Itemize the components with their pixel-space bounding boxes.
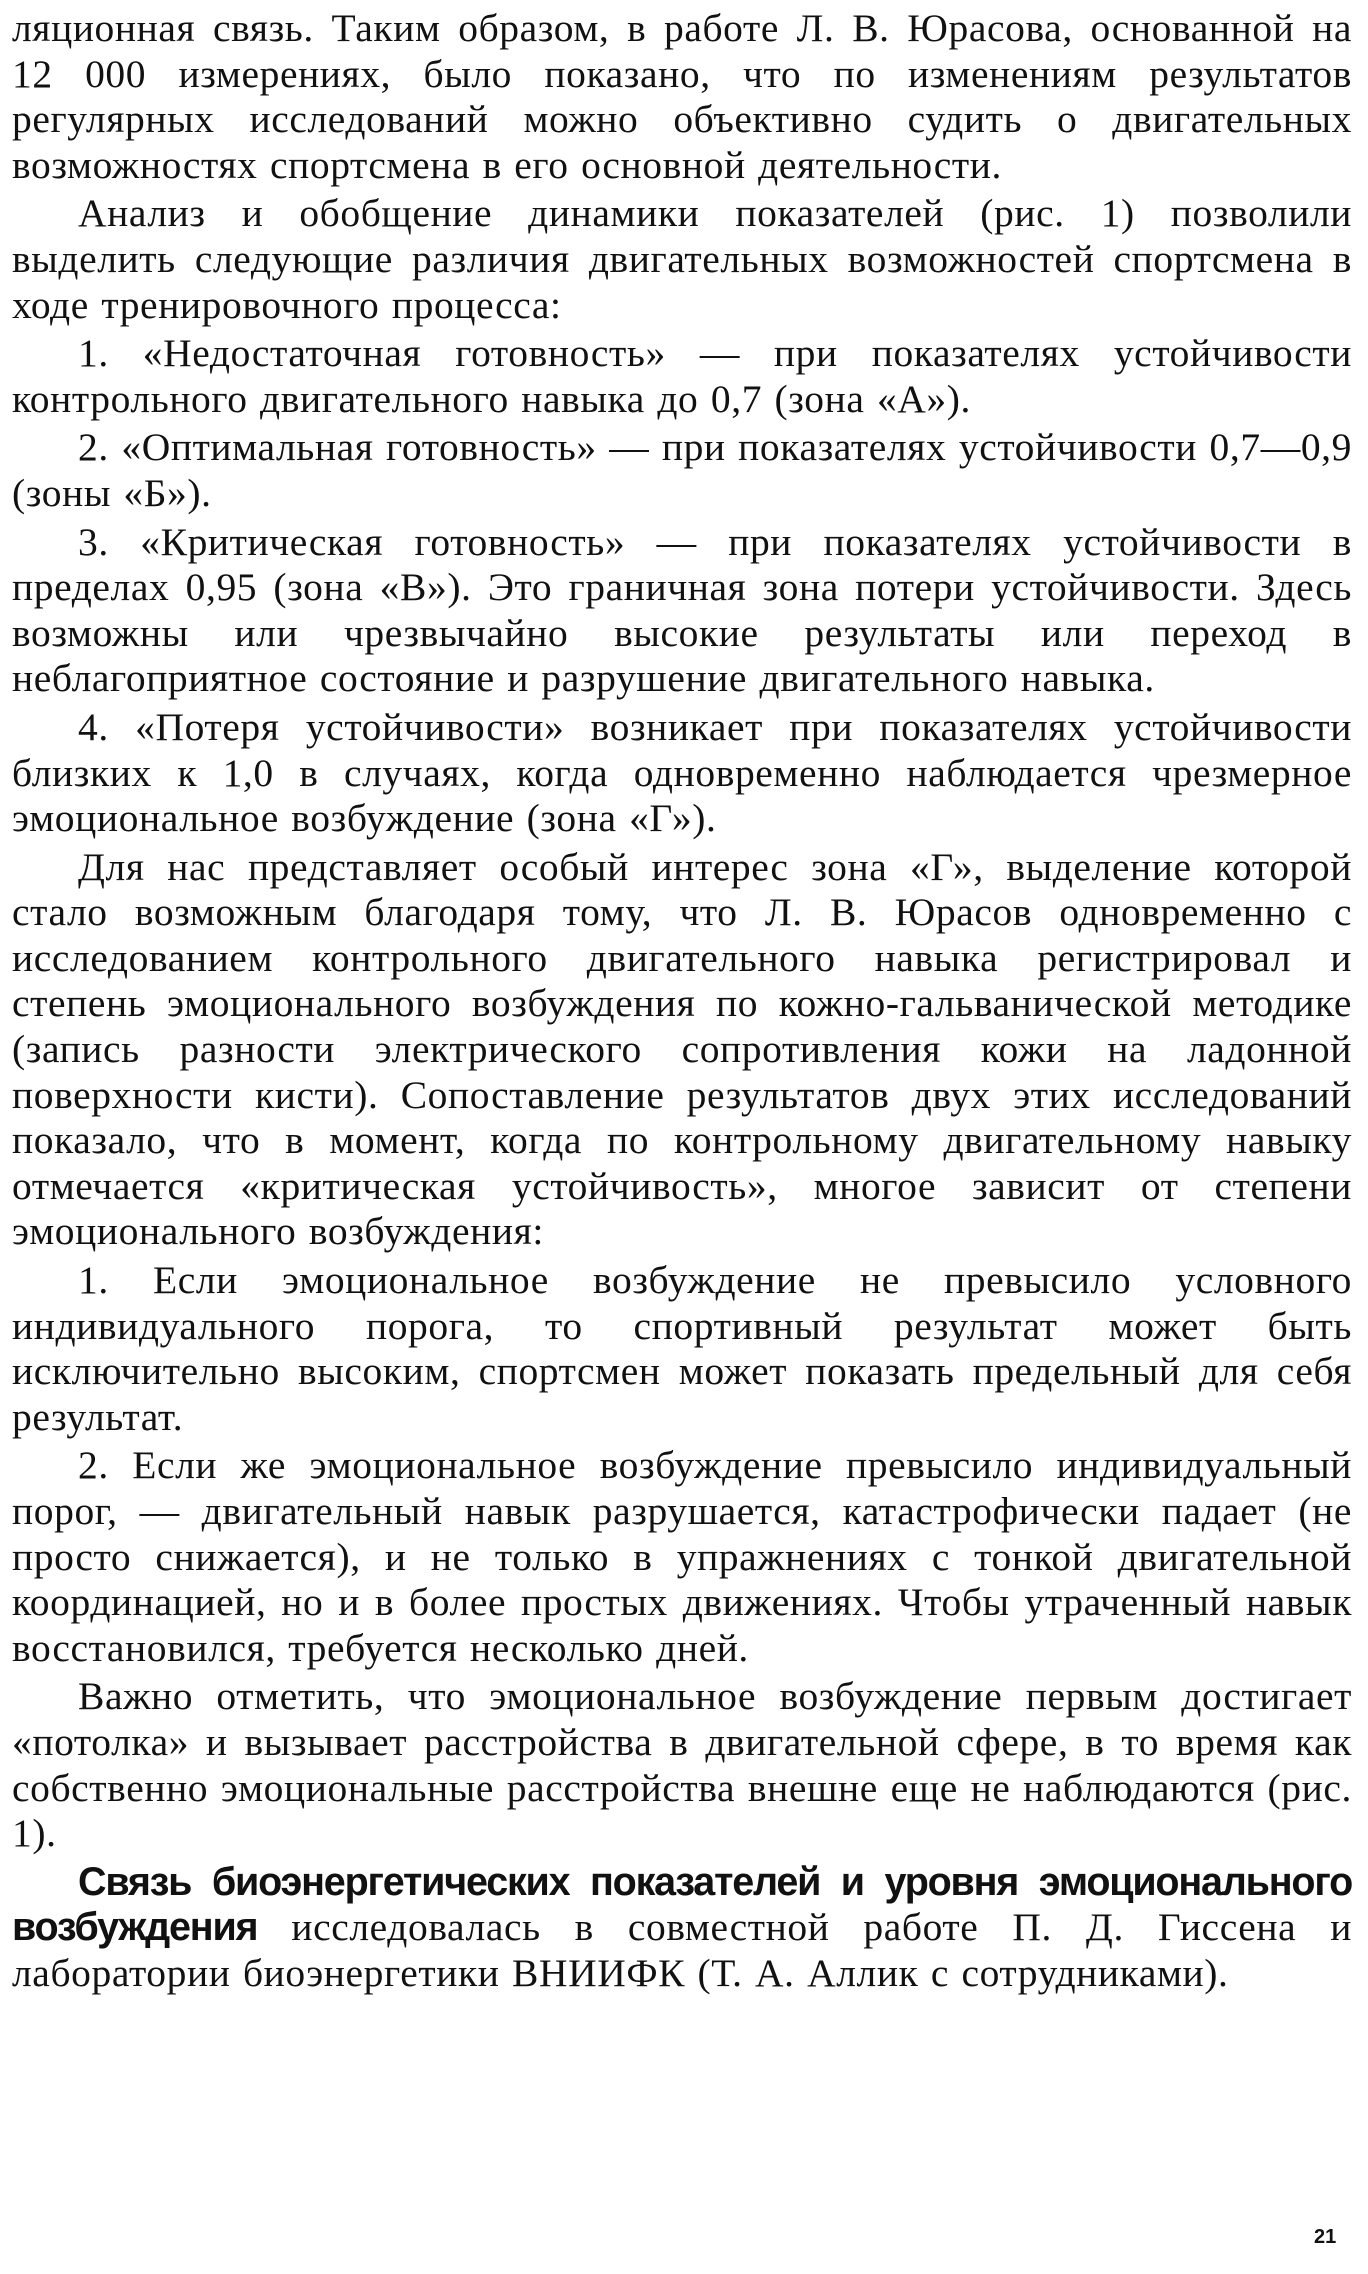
paragraph-bioenergetics-text: исследовалась в совместной работе П. Д. Гиссена и лаборатории биоэнергетики ВНИИФК (Т. А. Аллик с сотрудниками). xyxy=(12,1905,1352,1995)
paragraph-emotional-ceiling: Важно отметить, что эмоциональное возбуждение первым достигает «потолка» и вызывает расстройства в двигательной сфере, в то время как собственно эмоциональные расстройства внешне еще не наблюдаются (рис. 1). xyxy=(12,1674,1352,1856)
paragraph-analysis: Анализ и обобщение динамики показателей (рис. 1) позволили выделить следующие различия двигательных возможностей спортсмена в ходе тренировочного процесса: xyxy=(12,191,1352,327)
list-item-critical-readiness: 3. «Критическая готовность» — при показателях устойчивости в пределах 0,95 (зона «В»). Это граничная зона потери устойчивости. Здесь возможны или чрезвычайно высокие результаты или переход в неблагоприятное состояние и разрушение двигательного навыка. xyxy=(12,519,1352,701)
paragraph-bioenergetics xyxy=(12,1860,1352,1997)
document-page xyxy=(12,0,1352,2274)
list-item-below-threshold: 1. Если эмоциональное возбуждение не превысило условного индивидуального порога, то спортивный результат может быть исключительно высоким, спортсмен может показать предельный для себя результат. xyxy=(12,1258,1352,1439)
list-item-above-threshold: 2. Если же эмоциональное возбуждение превысило индивидуальный порог, — двигательный навык разрушается, катастрофически падает (не просто снижается), и не только в упражнениях с тонкой двигательной координацией, но и в более простых движениях. Чтобы утраченный навык восстановился, требуется несколько дней. xyxy=(12,1443,1352,1670)
list-item-insufficient-readiness: 1. «Недостаточная готовность» — при показателях устойчивости контрольного двигательного навыка до 0,7 (зона «А»). xyxy=(12,331,1352,421)
paragraph-intro-continuation: ляционная связь. Таким образом, в работе Л. В. Юрасова, основанной на 12 000 измерениях, было показано, что по изменениям результатов регулярных исследований можно объективно судить о двигательных возможностях спортсмена в его основной деятельности. xyxy=(12,6,1352,187)
page-number: 21 xyxy=(1314,2226,1337,2248)
section-lead-heading: Связь биоэнергетических показателей и уровня эмоционального возбуждения xyxy=(12,1859,1352,1950)
paragraph-zone-g: Для нас представляет особый интерес зона «Г», выделение которой стало возможным благодаря тому, что Л. В. Юрасов одновременно с исследованием контрольного двигательного навыка регистрировал и степень эмоционального возбуждения по кожно-гальванической методике (запись разности электрического сопротивления кожи на ладонной поверхности кисти). Сопоставление результатов двух этих исследований показало, что в момент, когда по контрольному двигательному навыку отмечается «критическая устойчивость», многое зависит от степени эмоционального возбуждения: xyxy=(12,844,1352,1254)
list-item-loss-of-stability: 4. «Потеря устойчивости» возникает при показателях устойчивости близких к 1,0 в случаях, когда одновременно наблюдается чрезмерное эмоциональное возбуждение (зона «Г»). xyxy=(12,704,1352,841)
list-item-optimal-readiness: 2. «Оптимальная готовность» — при показателях устойчивости 0,7—0,9 (зоны «Б»). xyxy=(12,425,1352,515)
